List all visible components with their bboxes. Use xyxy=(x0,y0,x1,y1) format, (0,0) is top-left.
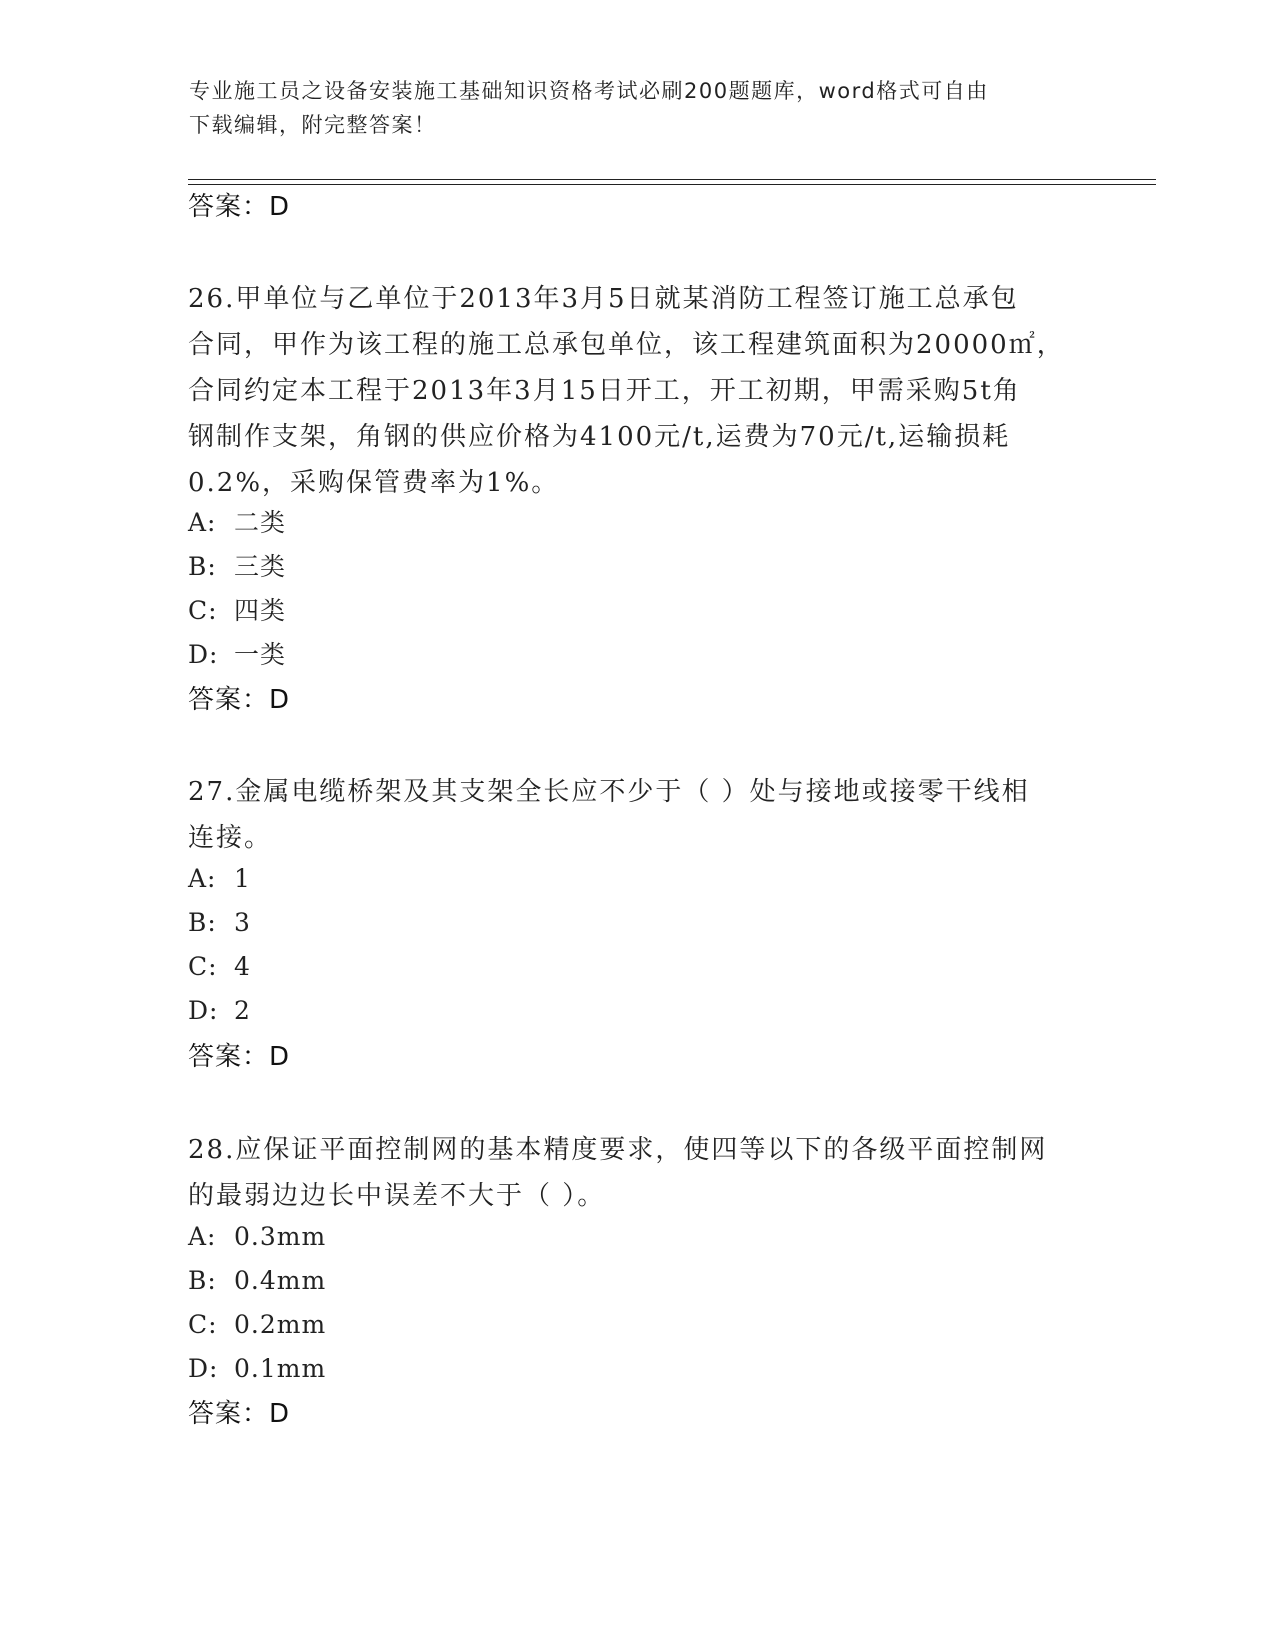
question-28-option-b: B: 0.4mm xyxy=(188,1266,327,1295)
header-divider-top xyxy=(188,179,1156,180)
question-26-line-3: 合同约定本工程于2013年3月15日开工，开工初期，甲需采购5t角 xyxy=(188,376,1021,406)
question-27-option-b: B: 3 xyxy=(188,908,251,937)
document-header xyxy=(189,74,1089,142)
answer-26: 答案：D xyxy=(188,685,291,715)
question-26-option-a: A: 二类 xyxy=(188,508,287,537)
header-divider-bottom xyxy=(188,184,1156,185)
question-28-line-2: 的最弱边边长中误差不大于（ ）。 xyxy=(188,1181,606,1211)
question-26-line-1: 26.甲单位与乙单位于2013年3月5日就某消防工程签订施工总承包 xyxy=(188,284,1019,314)
header-line-1: 专业施工员之设备安装施工基础知识资格考试必刷200题题库，word格式可自由 xyxy=(189,79,989,103)
question-27-stem xyxy=(188,769,1088,861)
question-26-option-d: D: 一类 xyxy=(188,640,287,669)
header-line-2: 下载编辑，附完整答案！ xyxy=(189,113,437,137)
answer-27: 答案：D xyxy=(188,1042,291,1072)
question-26-line-5: 0.2%，采购保管费率为1%。 xyxy=(188,468,560,498)
question-28-option-d: D: 0.1mm xyxy=(188,1354,327,1383)
question-26-stem xyxy=(188,276,1088,506)
question-27-option-a: A: 1 xyxy=(188,864,251,893)
question-27-option-d: D: 2 xyxy=(188,996,251,1025)
question-27-line-1: 27.金属电缆桥架及其支架全长应不少于（ ）处与接地或接零干线相 xyxy=(188,777,1030,807)
answer-28: 答案：D xyxy=(188,1399,291,1429)
question-26-option-c: C: 四类 xyxy=(188,596,287,625)
question-26-line-2: 合同，甲作为该工程的施工总承包单位，该工程建筑面积为20000㎡， xyxy=(188,330,1065,360)
question-26-option-b: B: 三类 xyxy=(188,552,287,581)
question-28-stem xyxy=(188,1127,1088,1219)
question-28-line-1: 28.应保证平面控制网的基本精度要求，使四等以下的各级平面控制网 xyxy=(188,1135,1048,1165)
question-26-line-4: 钢制作支架，角钢的供应价格为4100元/t,运费为70元/t,运输损耗 xyxy=(188,422,1011,452)
question-28-option-a: A: 0.3mm xyxy=(188,1222,327,1251)
question-28-option-c: C: 0.2mm xyxy=(188,1310,327,1339)
answer-25: 答案：D xyxy=(188,192,291,222)
question-27-line-2: 连接。 xyxy=(188,823,273,853)
question-27-option-c: C: 4 xyxy=(188,952,251,981)
